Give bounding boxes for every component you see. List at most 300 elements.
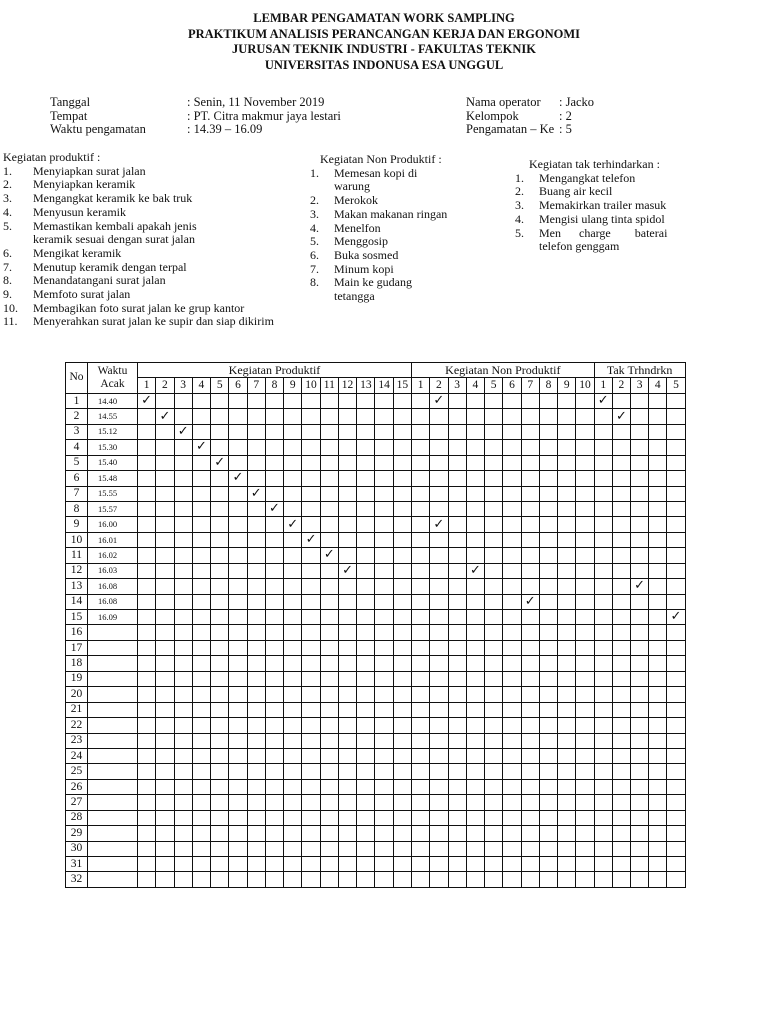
non-produktif-col-header: 6	[503, 378, 521, 393]
produktif-cell	[375, 501, 393, 516]
produktif-item	[3, 165, 308, 179]
non-produktif-cell	[430, 748, 448, 763]
tak-cell	[667, 857, 685, 872]
non-produktif-cell	[430, 625, 448, 640]
tak-cell	[667, 455, 685, 470]
non-produktif-cell	[503, 872, 521, 887]
tak-cell	[667, 656, 685, 671]
produktif-cell	[375, 810, 393, 825]
non-produktif-cell	[485, 841, 503, 856]
non-produktif-cell	[521, 440, 539, 455]
non-produktif-cell	[503, 501, 521, 516]
tak-cell	[612, 764, 630, 779]
produktif-cell	[338, 872, 356, 887]
non-produktif-cell	[411, 548, 429, 563]
produktif-cell	[156, 718, 174, 733]
produktif-item-text: Mengikat keramik	[33, 245, 122, 260]
row-number: 9	[66, 517, 88, 532]
row-time: 16.09	[88, 610, 138, 625]
non-produktif-cell	[558, 795, 576, 810]
produktif-cell	[375, 764, 393, 779]
tak-cell	[612, 640, 630, 655]
table-row	[66, 779, 686, 794]
check-mark: ✓	[269, 501, 280, 516]
non-produktif-cell	[448, 501, 466, 516]
produktif-col-header: 11	[320, 378, 338, 393]
produktif-col-header: 3	[174, 378, 192, 393]
produktif-cell	[357, 424, 375, 439]
info-label-tempat: Tempat	[50, 108, 88, 123]
non-produktif-cell	[576, 826, 594, 841]
produktif-cell	[229, 579, 247, 594]
produktif-cell	[320, 517, 338, 532]
non-produktif-item-number: 8.	[310, 275, 319, 290]
produktif-cell	[284, 826, 302, 841]
produktif-cell	[211, 810, 229, 825]
produktif-cell	[247, 455, 265, 470]
produktif-cell	[138, 857, 156, 872]
table-row	[66, 501, 686, 516]
produktif-cell	[229, 486, 247, 501]
non-produktif-cell	[466, 471, 484, 486]
tak-cell	[612, 548, 630, 563]
non-produktif-cell	[576, 810, 594, 825]
tak-cell	[612, 748, 630, 763]
tak-cell	[649, 671, 667, 686]
tak-cell	[612, 718, 630, 733]
tak-cell	[649, 610, 667, 625]
non-produktif-cell	[539, 471, 557, 486]
produktif-cell	[320, 440, 338, 455]
tak-col-header: 2	[612, 378, 630, 393]
non-produktif-cell	[485, 610, 503, 625]
non-produktif-cell	[411, 687, 429, 702]
tak-cell	[631, 857, 649, 872]
produktif-cell	[284, 517, 302, 532]
non-produktif-cell	[558, 779, 576, 794]
non-produktif-cell	[411, 579, 429, 594]
title-line-3: JURUSAN TEKNIK INDUSTRI - FAKULTAS TEKNIK	[232, 42, 536, 56]
tak-cell	[631, 764, 649, 779]
produktif-cell	[247, 687, 265, 702]
tak-item-number: 1.	[515, 170, 524, 185]
produktif-cell	[338, 764, 356, 779]
non-produktif-cell	[411, 810, 429, 825]
non-produktif-cell	[539, 455, 557, 470]
non-produktif-cell	[448, 779, 466, 794]
non-produktif-cell	[576, 579, 594, 594]
produktif-cell	[247, 579, 265, 594]
tak-cell	[667, 471, 685, 486]
non-produktif-cell	[503, 857, 521, 872]
tak-cell	[667, 594, 685, 609]
produktif-cell	[192, 733, 210, 748]
tak-cell	[631, 810, 649, 825]
check-mark: ✓	[615, 408, 627, 423]
non-produktif-cell	[448, 548, 466, 563]
tak-cell	[594, 610, 612, 625]
produktif-item-text: Menyusun keramik	[33, 204, 126, 219]
produktif-cell	[375, 424, 393, 439]
tak-cell	[594, 656, 612, 671]
produktif-cell	[192, 718, 210, 733]
produktif-cell	[265, 517, 283, 532]
tak-cell	[631, 440, 649, 455]
tak-cell	[631, 733, 649, 748]
non-produktif-cell	[485, 779, 503, 794]
non-produktif-cell	[521, 409, 539, 424]
tak-cell	[594, 409, 612, 424]
tak-cell	[667, 563, 685, 578]
non-produktif-cell	[576, 857, 594, 872]
produktif-cell	[229, 471, 247, 486]
tak-cell	[631, 424, 649, 439]
non-produktif-cell	[448, 718, 466, 733]
tak-item-text: Buang air kecil	[539, 184, 613, 199]
non-produktif-cell	[576, 702, 594, 717]
non-produktif-cell	[485, 810, 503, 825]
tak-cell	[649, 764, 667, 779]
non-produktif-cell	[485, 486, 503, 501]
produktif-cell	[265, 764, 283, 779]
produktif-cell	[338, 517, 356, 532]
produktif-cell	[338, 563, 356, 578]
non-produktif-cell	[411, 610, 429, 625]
produktif-item-number: 11.	[3, 314, 18, 329]
produktif-cell	[284, 702, 302, 717]
produktif-cell	[138, 671, 156, 686]
tak-cell	[594, 733, 612, 748]
table-row	[66, 517, 686, 532]
non-produktif-cell	[503, 393, 521, 408]
non-produktif-cell	[448, 440, 466, 455]
produktif-cell	[174, 718, 192, 733]
tak-cell	[594, 471, 612, 486]
non-produktif-cell	[411, 625, 429, 640]
non-produktif-cell	[430, 563, 448, 578]
non-produktif-cell	[466, 826, 484, 841]
produktif-cell	[174, 841, 192, 856]
tak-cell	[631, 841, 649, 856]
non-produktif-item-number: 2.	[310, 193, 319, 208]
non-produktif-cell	[430, 440, 448, 455]
produktif-cell	[393, 517, 411, 532]
produktif-cell	[229, 810, 247, 825]
check-mark: ✓	[232, 470, 244, 485]
produktif-cell	[247, 471, 265, 486]
produktif-cell	[357, 702, 375, 717]
tak-cell	[594, 501, 612, 516]
produktif-cell	[357, 640, 375, 655]
row-time	[88, 656, 138, 671]
non-produktif-cell	[448, 517, 466, 532]
row-time	[88, 826, 138, 841]
row-time	[88, 764, 138, 779]
produktif-cell	[302, 594, 320, 609]
produktif-cell	[265, 532, 283, 547]
non-produktif-cell	[558, 640, 576, 655]
non-produktif-item-text: Menelfon	[334, 220, 381, 235]
produktif-cell	[156, 702, 174, 717]
non-produktif-cell	[411, 656, 429, 671]
non-produktif-cell	[448, 455, 466, 470]
non-produktif-cell	[485, 702, 503, 717]
non-produktif-cell	[539, 501, 557, 516]
table-row	[66, 409, 686, 424]
row-number: 7	[66, 486, 88, 501]
non-produktif-cell	[503, 671, 521, 686]
produktif-cell	[192, 625, 210, 640]
row-time: 16.08	[88, 579, 138, 594]
produktif-cell	[338, 610, 356, 625]
produktif-cell	[229, 610, 247, 625]
produktif-cell	[284, 594, 302, 609]
tak-cell	[594, 424, 612, 439]
produktif-cell	[393, 424, 411, 439]
tak-cell	[594, 826, 612, 841]
produktif-cell	[393, 702, 411, 717]
non-produktif-cell	[411, 594, 429, 609]
produktif-cell	[192, 764, 210, 779]
produktif-cell	[156, 610, 174, 625]
tak-cell	[631, 486, 649, 501]
produktif-cell	[375, 625, 393, 640]
non-produktif-cell	[558, 671, 576, 686]
non-produktif-cell	[411, 393, 429, 408]
produktif-cell	[302, 501, 320, 516]
produktif-cell	[357, 548, 375, 563]
non-produktif-cell	[503, 594, 521, 609]
non-produktif-item-text: Merokok	[334, 193, 378, 208]
non-produktif-item	[310, 290, 460, 304]
produktif-cell	[265, 594, 283, 609]
non-produktif-cell	[558, 594, 576, 609]
non-produktif-cell	[503, 748, 521, 763]
produktif-cell	[174, 764, 192, 779]
check-mark: ✓	[634, 578, 646, 593]
produktif-cell	[138, 486, 156, 501]
non-produktif-item	[310, 249, 460, 263]
produktif-item-number: 1.	[3, 163, 12, 178]
non-produktif-cell	[430, 671, 448, 686]
produktif-cell	[338, 440, 356, 455]
produktif-cell	[357, 501, 375, 516]
non-produktif-cell	[576, 486, 594, 501]
non-produktif-cell	[448, 594, 466, 609]
produktif-cell	[338, 579, 356, 594]
tak-cell	[612, 455, 630, 470]
non-produktif-cell	[576, 687, 594, 702]
tak-cell	[649, 471, 667, 486]
produktif-cell	[357, 748, 375, 763]
produktif-cell	[174, 748, 192, 763]
tak-cell	[631, 795, 649, 810]
non-produktif-cell	[466, 532, 484, 547]
non-produktif-item-number: 1.	[310, 165, 319, 180]
non-produktif-cell	[485, 424, 503, 439]
produktif-cell	[357, 471, 375, 486]
produktif-cell	[174, 671, 192, 686]
non-produktif-item	[310, 167, 460, 181]
produktif-cell	[302, 872, 320, 887]
tak-cell	[631, 640, 649, 655]
produktif-cell	[211, 393, 229, 408]
row-number: 3	[66, 424, 88, 439]
produktif-cell	[156, 501, 174, 516]
produktif-cell	[247, 733, 265, 748]
produktif-item-text: Memfoto surat jalan	[33, 287, 131, 302]
non-produktif-cell	[411, 779, 429, 794]
non-produktif-cell	[576, 625, 594, 640]
row-time	[88, 795, 138, 810]
produktif-cell	[174, 486, 192, 501]
non-produktif-cell	[411, 841, 429, 856]
tak-cell	[594, 687, 612, 702]
produktif-cell	[265, 640, 283, 655]
non-produktif-cell	[521, 563, 539, 578]
produktif-cell	[265, 424, 283, 439]
produktif-cell	[156, 795, 174, 810]
produktif-cell	[284, 841, 302, 856]
non-produktif-item	[310, 263, 460, 277]
non-produktif-cell	[430, 764, 448, 779]
tak-cell	[649, 440, 667, 455]
non-produktif-cell	[503, 455, 521, 470]
non-produktif-cell	[521, 795, 539, 810]
non-produktif-item-number	[310, 290, 334, 304]
tak-cell	[649, 718, 667, 733]
produktif-cell	[247, 409, 265, 424]
tak-cell	[667, 548, 685, 563]
produktif-cell	[247, 779, 265, 794]
produktif-cell	[156, 640, 174, 655]
produktif-cell	[156, 625, 174, 640]
produktif-cell	[357, 517, 375, 532]
non-produktif-cell	[558, 764, 576, 779]
tak-cell	[649, 486, 667, 501]
check-mark: ✓	[214, 455, 226, 469]
tak-cell	[649, 625, 667, 640]
non-produktif-item	[310, 180, 460, 194]
produktif-cell	[265, 841, 283, 856]
non-produktif-cell	[485, 579, 503, 594]
non-produktif-item-number	[310, 180, 334, 194]
produktif-cell	[211, 455, 229, 470]
produktif-item-number: 4.	[3, 204, 12, 219]
produktif-cell	[320, 409, 338, 424]
table-row	[66, 579, 686, 594]
tak-cell	[631, 579, 649, 594]
produktif-cell	[338, 532, 356, 547]
produktif-cell	[393, 393, 411, 408]
non-produktif-item	[310, 235, 460, 249]
produktif-cell	[302, 779, 320, 794]
non-produktif-cell	[521, 841, 539, 856]
row-time	[88, 841, 138, 856]
non-produktif-cell	[558, 501, 576, 516]
non-produktif-cell	[539, 656, 557, 671]
produktif-cell	[265, 702, 283, 717]
produktif-cell	[284, 872, 302, 887]
produktif-cell	[192, 656, 210, 671]
non-produktif-cell	[576, 748, 594, 763]
row-time: 15.57	[88, 501, 138, 516]
table-row	[66, 563, 686, 578]
non-produktif-cell	[448, 393, 466, 408]
tak-cell	[612, 702, 630, 717]
produktif-cell	[375, 702, 393, 717]
non-produktif-col-header: 3	[448, 378, 466, 393]
table-row	[66, 656, 686, 671]
produktif-cell	[284, 748, 302, 763]
check-mark: ✓	[342, 563, 353, 577]
non-produktif-cell	[539, 532, 557, 547]
non-produktif-cell	[503, 532, 521, 547]
produktif-cell	[174, 826, 192, 841]
produktif-cell	[375, 440, 393, 455]
non-produktif-cell	[485, 857, 503, 872]
tak-cell	[612, 440, 630, 455]
produktif-col-header: 4	[192, 378, 210, 393]
row-time: 16.02	[88, 548, 138, 563]
tak-cell	[612, 517, 630, 532]
produktif-cell	[138, 733, 156, 748]
tak-cell	[594, 455, 612, 470]
produktif-cell	[211, 594, 229, 609]
header-waktu-line-1: Waktu	[97, 364, 128, 377]
tak-cell	[631, 610, 649, 625]
non-produktif-cell	[411, 748, 429, 763]
tak-cell	[667, 671, 685, 686]
produktif-cell	[247, 424, 265, 439]
produktif-cell	[211, 748, 229, 763]
row-number: 8	[66, 501, 88, 516]
tak-cell	[649, 532, 667, 547]
tak-cell	[667, 501, 685, 516]
produktif-cell	[138, 409, 156, 424]
non-produktif-cell	[539, 640, 557, 655]
non-produktif-cell	[430, 779, 448, 794]
non-produktif-cell	[521, 857, 539, 872]
tak-item-text: Mengisi ulang tinta spidol	[539, 211, 665, 226]
tak-cell	[649, 810, 667, 825]
non-produktif-cell	[485, 687, 503, 702]
produktif-cell	[156, 841, 174, 856]
non-produktif-cell	[539, 424, 557, 439]
tak-cell	[667, 872, 685, 887]
produktif-cell	[229, 687, 247, 702]
produktif-cell	[229, 779, 247, 794]
produktif-cell	[174, 548, 192, 563]
produktif-cell	[192, 671, 210, 686]
produktif-cell	[156, 872, 174, 887]
produktif-cell	[211, 486, 229, 501]
tak-cell	[612, 826, 630, 841]
produktif-col-header: 1	[138, 378, 156, 393]
produktif-item	[3, 274, 308, 288]
produktif-cell	[320, 826, 338, 841]
non-produktif-cell	[485, 625, 503, 640]
non-produktif-cell	[558, 826, 576, 841]
produktif-cell	[138, 687, 156, 702]
row-time	[88, 733, 138, 748]
produktif-cell	[156, 826, 174, 841]
tak-cell	[631, 548, 649, 563]
produktif-cell	[211, 440, 229, 455]
produktif-cell	[211, 779, 229, 794]
check-mark: ✓	[141, 393, 153, 408]
non-produktif-cell	[466, 393, 484, 408]
